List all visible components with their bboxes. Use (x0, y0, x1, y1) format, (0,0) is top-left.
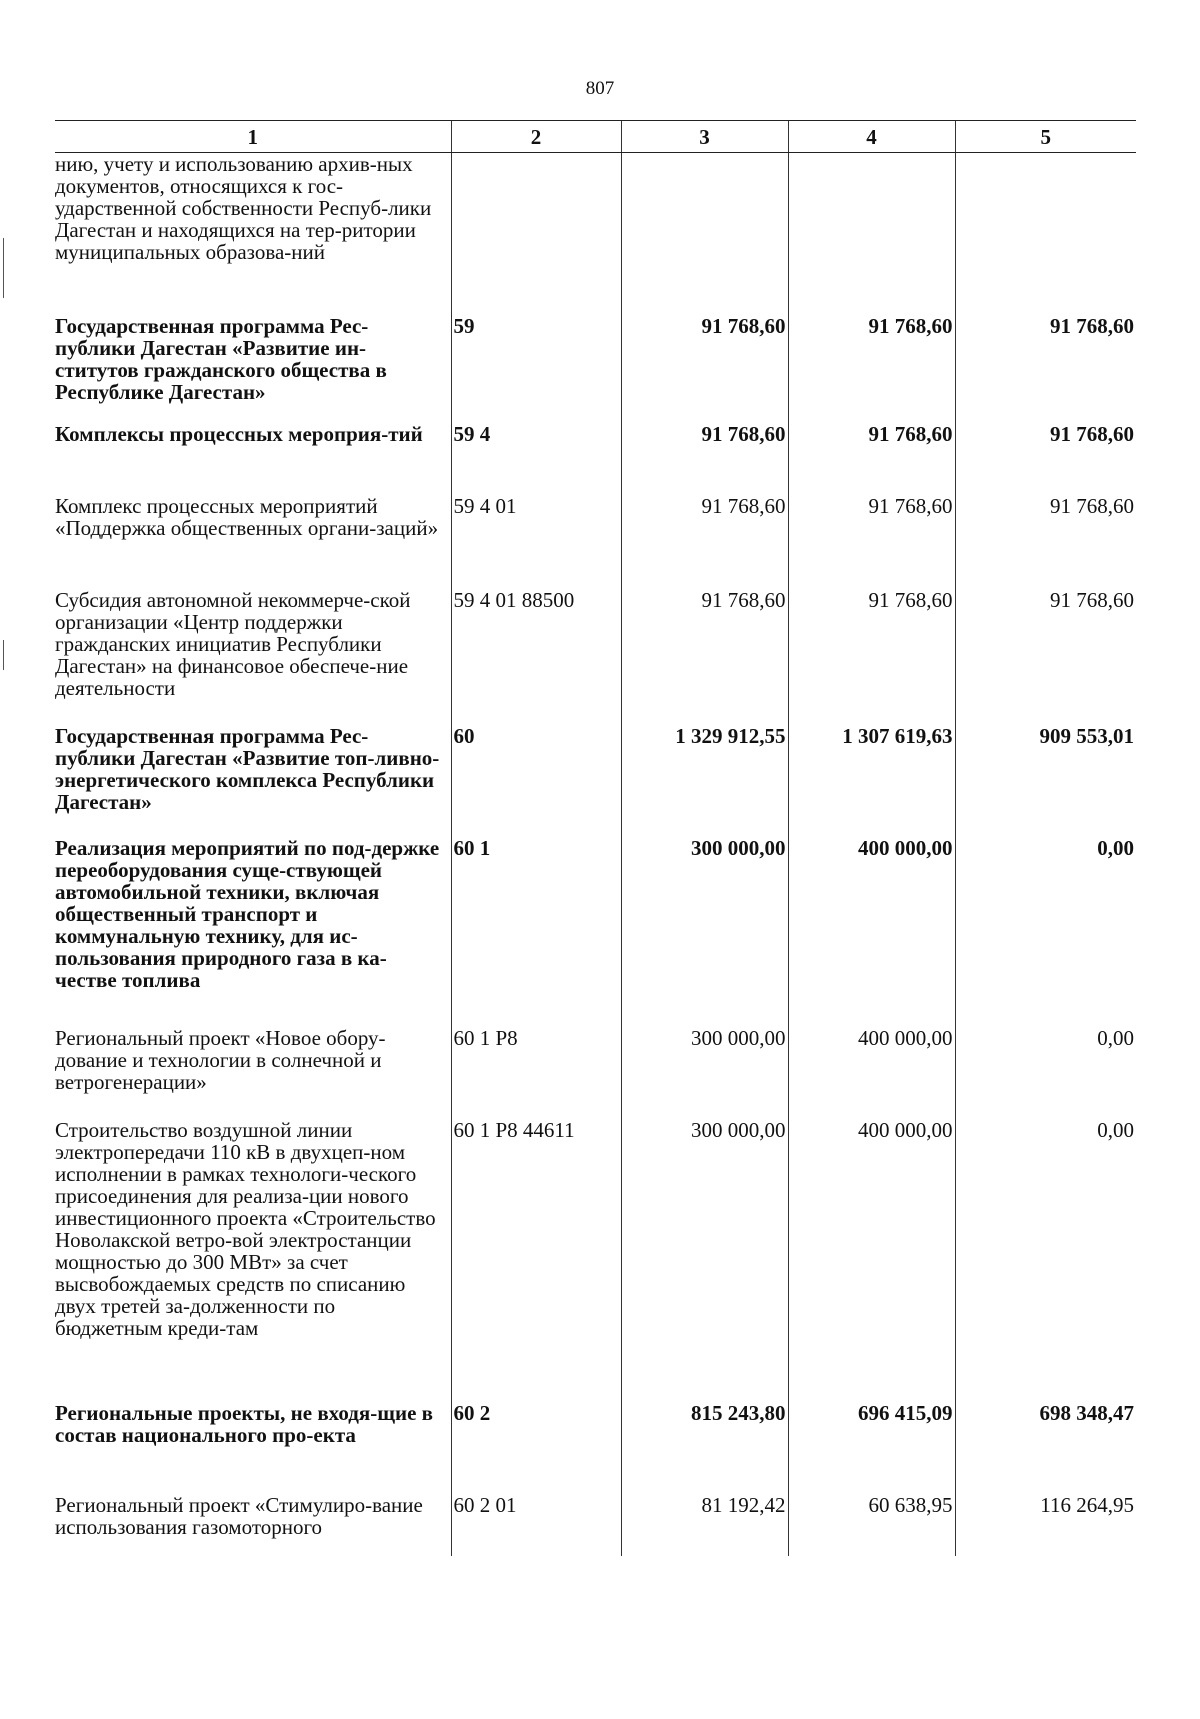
row-description: Региональный проект «Новое обору-дование и технологии в солнечной и ветрогенерации» (55, 1025, 386, 1094)
row-value-5: 698 348,47 (955, 1402, 1136, 1494)
table-row (55, 1494, 1136, 1556)
table-row (55, 1119, 1136, 1402)
row-value-4: 91 768,60 (788, 589, 955, 725)
row-code: 60 1 (451, 837, 621, 1027)
row-value-3: 300 000,00 (621, 837, 788, 1027)
column-header: 2 (451, 121, 621, 153)
row-value-4: 60 638,95 (788, 1494, 955, 1556)
table-row (55, 423, 1136, 495)
row-code: 60 2 (451, 1402, 621, 1494)
row-value-3: 1 329 912,55 (621, 725, 788, 837)
row-value-5: 91 768,60 (955, 495, 1136, 589)
row-description: Региональные проекты, не входя-щие в состав национального про-екта (55, 1400, 433, 1447)
row-description: Субсидия автономной некоммерче-ской организации «Центр поддержки гражданских инициатив Республики Дагестан» на финансовое обеспече-ние деятельности (55, 587, 411, 700)
row-value-3: 91 768,60 (621, 315, 788, 423)
row-value-5: 91 768,60 (955, 315, 1136, 423)
column-header: 1 (55, 121, 451, 153)
row-value-4: 91 768,60 (788, 495, 955, 589)
row-value-3: 81 192,42 (621, 1494, 788, 1556)
row-code: 60 (451, 725, 621, 837)
row-value-4: 91 768,60 (788, 315, 955, 423)
row-value-5: 116 264,95 (955, 1494, 1136, 1556)
row-code: 59 (451, 315, 621, 423)
page-number: 807 (585, 78, 615, 99)
table-row (55, 837, 1136, 1027)
header-row (55, 121, 1136, 153)
column-header: 4 (788, 121, 955, 153)
row-description: Комплексы процессных мероприя-тий (55, 421, 423, 446)
row-code: 59 4 01 88500 (451, 589, 621, 725)
row-value-5: 91 768,60 (955, 589, 1136, 725)
row-code (451, 153, 621, 315)
margin-scan-mark (3, 640, 4, 670)
row-description: Комплекс процессных мероприятий «Поддержка общественных органи-заций» (55, 493, 439, 540)
column-header: 3 (621, 121, 788, 153)
row-value-3: 300 000,00 (621, 1119, 788, 1402)
row-code: 59 4 01 (451, 495, 621, 589)
row-value-3: 815 243,80 (621, 1402, 788, 1494)
row-code: 60 1 P8 (451, 1027, 621, 1119)
row-code: 60 1 P8 44611 (451, 1119, 621, 1402)
row-value-5: 0,00 (955, 1119, 1136, 1402)
table-row (55, 495, 1136, 589)
row-value-5 (955, 153, 1136, 315)
table-row (55, 725, 1136, 837)
row-value-5: 909 553,01 (955, 725, 1136, 837)
row-description: Строительство воздушной линии электропередачи 110 кВ в двухцеп-ном исполнении в рамках технологи-ческого присоединения для реализа-ции нового инвестиционного проекта «Строительство Новолакской ветро-вой электростанции мощностью до 300 МВт» за счет высвобождаемых средств по списанию двух третей за-долженности по бюджетным креди-там (55, 1117, 436, 1340)
row-value-4: 696 415,09 (788, 1402, 955, 1494)
budget-table (55, 120, 1136, 1556)
row-value-4: 400 000,00 (788, 837, 955, 1027)
row-value-3 (621, 153, 788, 315)
row-description: Государственная программа Рес-публики Дагестан «Развитие топ-ливно-энергетического комплекса Республики Дагестан» (55, 723, 440, 814)
row-value-3: 91 768,60 (621, 589, 788, 725)
row-description: Государственная программа Рес-публики Дагестан «Развитие ин-ститутов гражданского общества в Республике Дагестан» (55, 313, 387, 404)
row-value-4: 400 000,00 (788, 1119, 955, 1402)
row-code: 60 2 01 (451, 1494, 621, 1556)
row-code: 59 4 (451, 423, 621, 495)
row-value-3: 300 000,00 (621, 1027, 788, 1119)
row-value-3: 91 768,60 (621, 495, 788, 589)
row-value-5: 0,00 (955, 837, 1136, 1027)
table-row (55, 589, 1136, 725)
column-header: 5 (955, 121, 1136, 153)
table-row (55, 315, 1136, 423)
row-description: Региональный проект «Стимулиро-вание использования газомоторного (55, 1492, 423, 1539)
row-value-4: 91 768,60 (788, 423, 955, 495)
table-row (55, 153, 1136, 315)
row-value-4 (788, 153, 955, 315)
row-description: Реализация мероприятий по под-держке переоборудования суще-ствующей автомобильной техники, включая общественный транспорт и коммунальную технику, для ис-пользования природного газа в ка-честве топлива (55, 835, 440, 992)
row-value-4: 400 000,00 (788, 1027, 955, 1119)
row-description: нию, учету и использованию архив-ных документов, относящихся к гос-ударственной собственности Респуб-лики Дагестан и находящихся на тер-ритории муниципальных образова-ний (55, 152, 432, 264)
margin-scan-mark (3, 238, 4, 298)
row-value-5: 0,00 (955, 1027, 1136, 1119)
table-row (55, 1402, 1136, 1494)
row-value-4: 1 307 619,63 (788, 725, 955, 837)
row-value-5: 91 768,60 (955, 423, 1136, 495)
table-row (55, 1027, 1136, 1119)
row-value-3: 91 768,60 (621, 423, 788, 495)
